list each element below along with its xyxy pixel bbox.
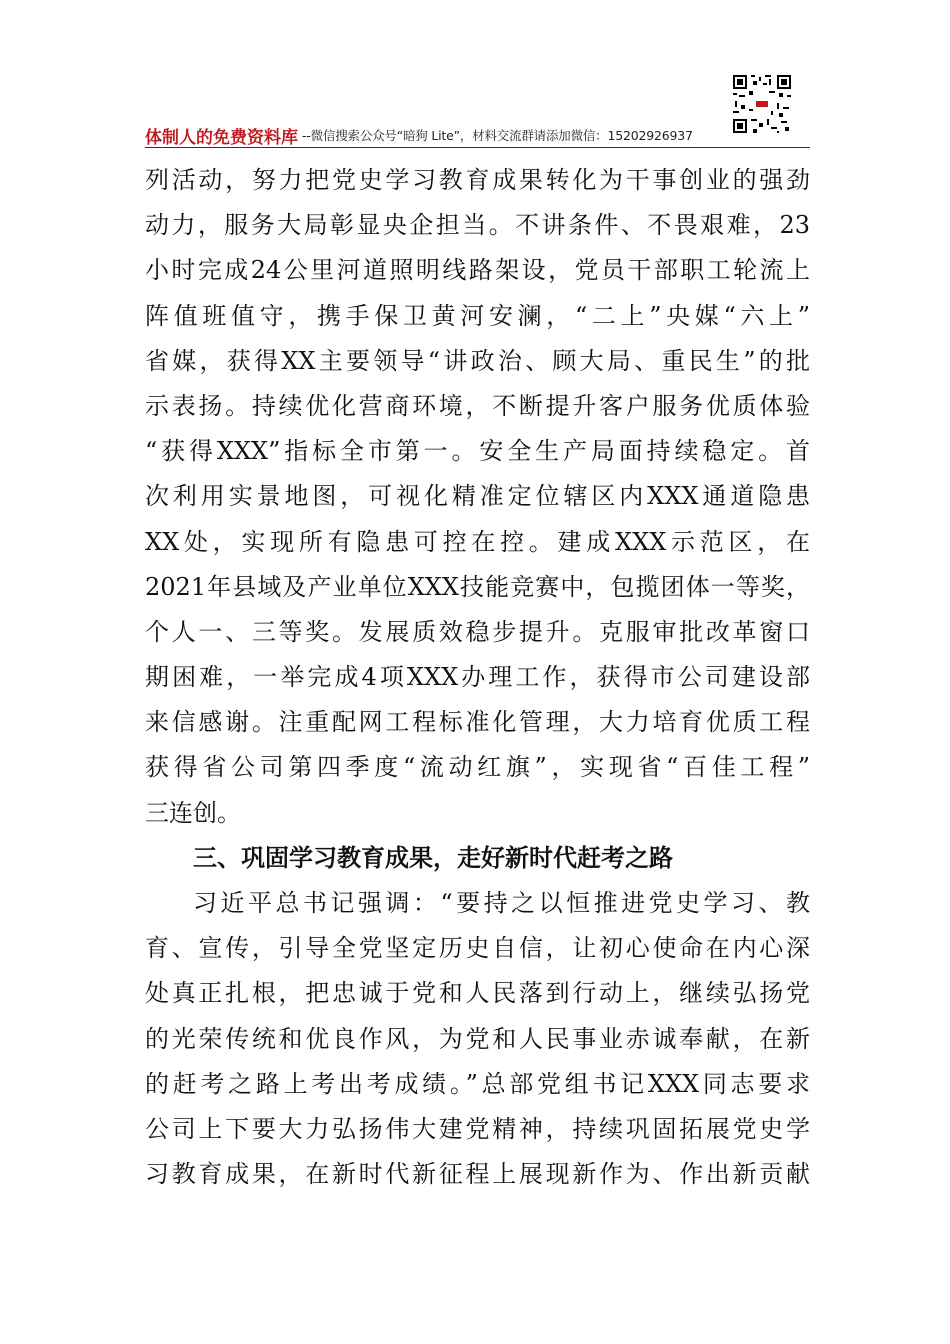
qr-code-icon: [731, 73, 793, 135]
text-line: “获得XXX”指标全市第一。安全生产局面持续稳定。首: [145, 437, 810, 466]
text-line: 习近平总书记强调：“要持之以恒推进党史学习、教: [193, 889, 810, 917]
document-body: [145, 158, 810, 1197]
text-line: 列活动，努力把党史学习教育成果转化为干事创业的强劲: [145, 166, 810, 194]
text-line: 习教育成果，在新时代新征程上展现新作为、作出新贡献: [145, 1160, 810, 1189]
header-note: --微信搜索公众号“暗狗 Lite”，材料交流群请添加微信：15202926937: [302, 128, 693, 143]
text-line: 示表扬。持续优化营商环境，不断提升客户服务优质体验: [145, 391, 810, 420]
text-line: 育、宣传，引导全党坚定历史自信，让初心使命在内心深: [145, 934, 810, 963]
text-line: 的光荣传统和优良作风，为党和人民事业赤诚奉献，在新: [145, 1024, 810, 1053]
text-line: 阵值班值守，携手保卫黄河安澜，“二上”央媒“六上”: [145, 301, 810, 330]
text-line: 2021年县域及产业单位XXX技能竞赛中，包揽团体一等奖，: [145, 572, 810, 601]
text-line: 来信感谢。注重配网工程标准化管理，大力培育优质工程: [145, 708, 810, 737]
text-line: 个人一、三等奖。发展质效稳步提升。克服审批改革窗口: [145, 617, 810, 646]
text-line: 获得省公司第四季度“流动红旗”，实现省“百佳工程”: [145, 753, 810, 782]
text-line: 动力，服务大局彰显央企担当。不讲条件、不畏艰难，23: [145, 211, 810, 240]
text-line: 公司上下要大力弘扬伟大建党精神，持续巩固拓展党史学: [145, 1114, 810, 1143]
page-header: [145, 124, 795, 146]
paragraph-achievements: [145, 158, 810, 836]
text-line: 省媒，获得XX主要领导“讲政治、顾大局、重民生”的批: [145, 346, 810, 375]
text-line: 期困难，一举完成4项XXX办理工作，获得市公司建设部: [145, 663, 810, 692]
text-line: 的赶考之路上考出考成绩。”总部党组书记XXX同志要求: [145, 1069, 810, 1098]
header-brand: 体制人的免费资料库: [145, 127, 298, 148]
header-divider: [145, 147, 810, 148]
paragraph-quote: [145, 881, 810, 1197]
text-line: 三连创。: [145, 798, 241, 827]
text-line: 处真正扎根，把忠诚于党和人民落到行动上，继续弘扬党: [145, 979, 810, 1008]
section-heading: 三、巩固学习教育成果，走好新时代赶考之路: [193, 843, 673, 872]
text-line: 次利用实景地图，可视化精准定位辖区内XXX通道隐患: [145, 482, 810, 511]
text-line: XX处，实现所有隐患可控在控。建成XXX示范区，在: [145, 527, 810, 556]
text-line: 小时完成24公里河道照明线路架设，党员干部职工轮流上: [145, 256, 810, 285]
